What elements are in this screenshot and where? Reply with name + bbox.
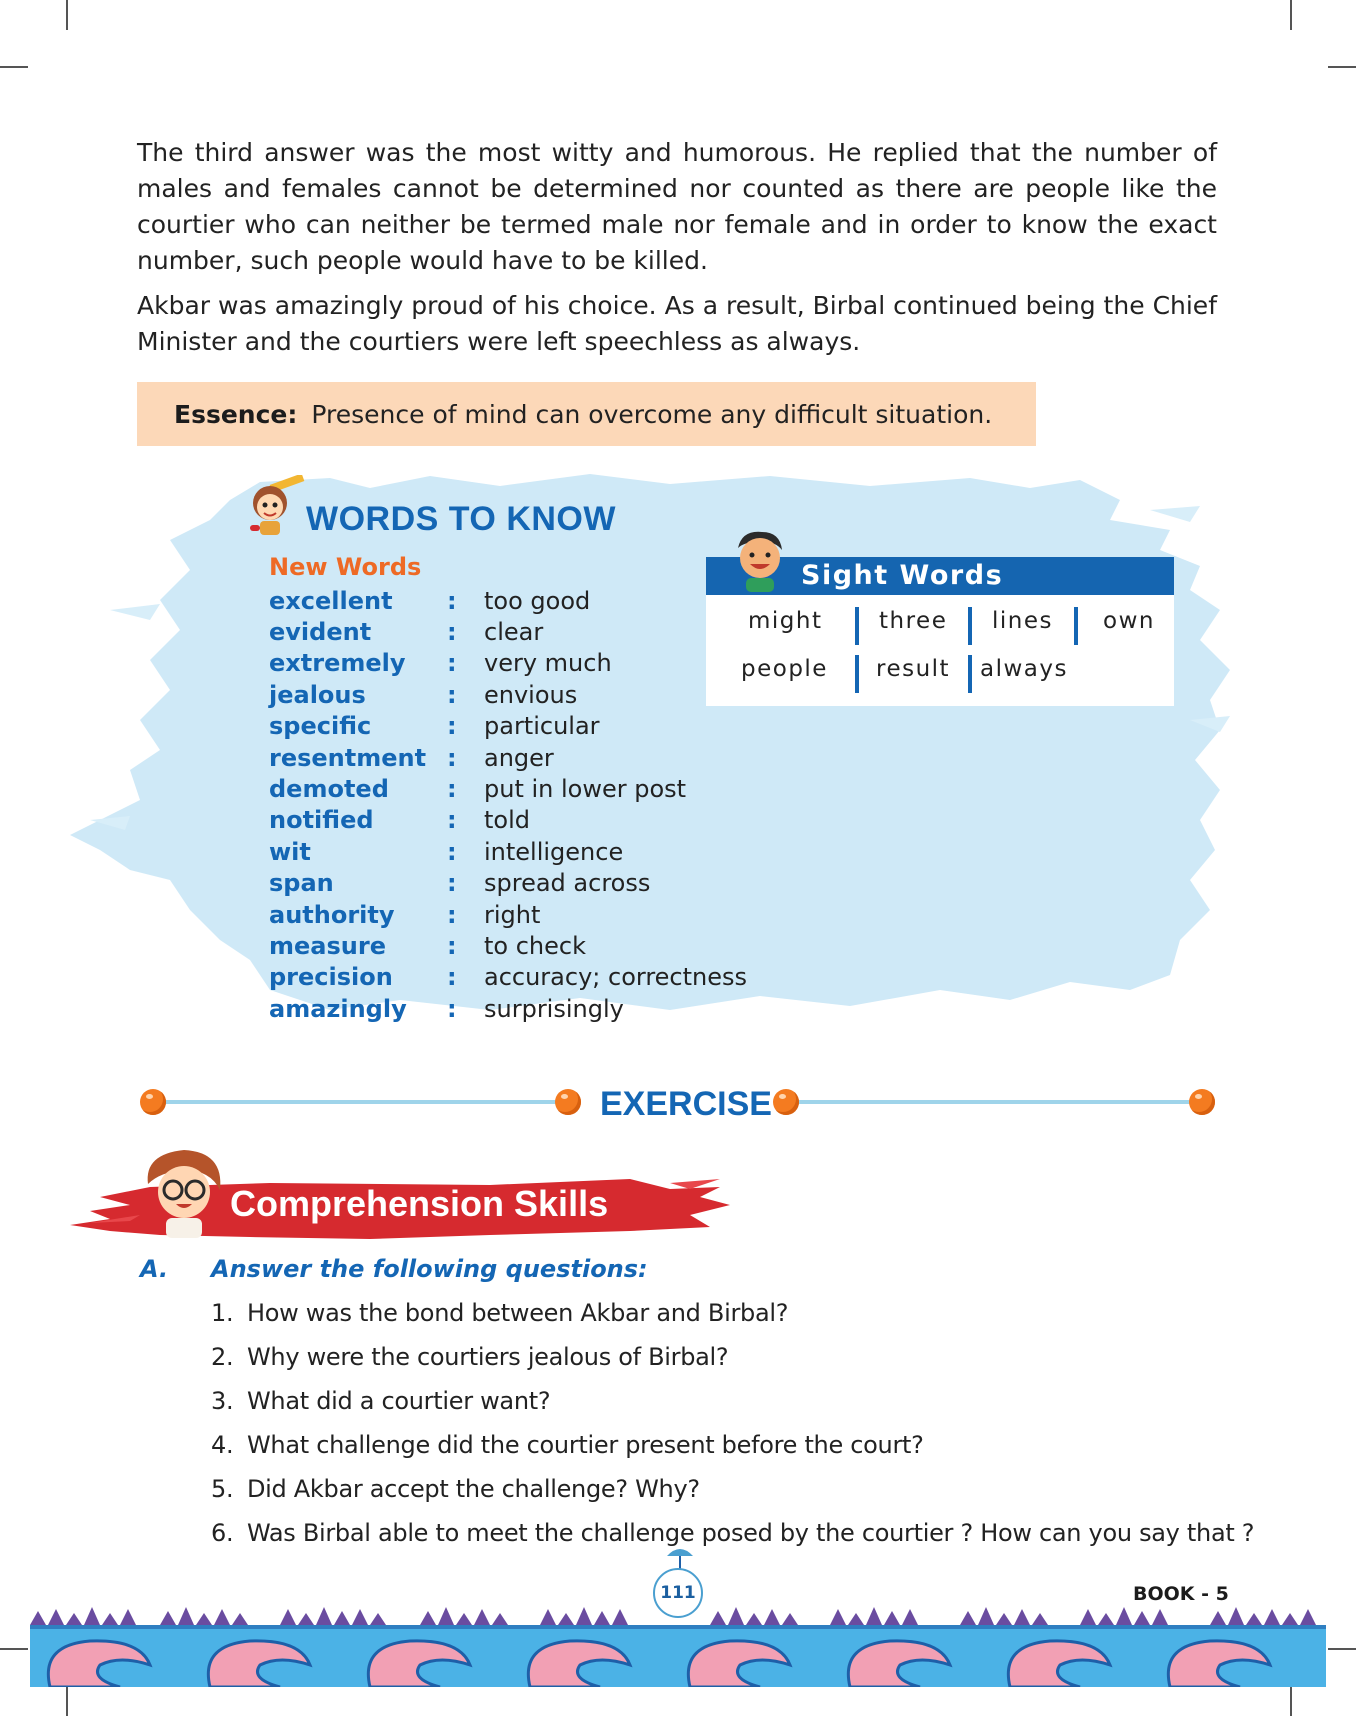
question-text: Did Akbar accept the challenge? Why? — [247, 1475, 700, 1503]
orange-dot-icon — [1189, 1089, 1215, 1115]
vocab-word: specific — [269, 712, 372, 741]
vocab-row — [269, 773, 747, 804]
sight-word-divider — [968, 607, 972, 645]
vocab-meaning: clear — [484, 618, 544, 647]
exercise-line-right — [791, 1100, 1193, 1104]
vocab-colon: : — [447, 869, 457, 898]
crop-mark — [66, 0, 68, 30]
essence-box — [137, 382, 1036, 446]
vocab-colon: : — [447, 963, 457, 992]
question-text: What challenge did the courtier present before the court? — [247, 1431, 924, 1459]
vocab-word: evident — [269, 618, 372, 647]
exercise-title: EXERCISE — [600, 1085, 772, 1123]
vocab-word: demoted — [269, 775, 389, 804]
vocab-colon: : — [447, 618, 457, 647]
vocab-colon: : — [447, 837, 457, 866]
crop-mark — [0, 1648, 28, 1650]
book-label: BOOK - 5 — [1133, 1583, 1229, 1605]
crop-mark — [1290, 1686, 1292, 1716]
sight-word: lines — [992, 608, 1053, 634]
crop-mark — [0, 66, 28, 68]
vocab-row — [269, 868, 747, 899]
question-item — [211, 1335, 1254, 1379]
vocab-word: wit — [269, 837, 311, 866]
essence-label: Essence: — [174, 399, 298, 429]
vocab-word: authority — [269, 900, 395, 929]
crop-mark — [1290, 0, 1292, 30]
section-title: Answer the following questions: — [211, 1255, 648, 1283]
vocab-row — [269, 836, 747, 867]
vocab-meaning: surprisingly — [484, 994, 624, 1023]
exercise-line-left — [163, 1100, 563, 1104]
vocab-row — [269, 805, 747, 836]
umbrella-icon — [665, 1542, 695, 1570]
sight-word: might — [748, 608, 823, 634]
vocab-word: excellent — [269, 586, 393, 615]
kid-with-pencil-icon — [240, 475, 310, 541]
sight-word-divider — [855, 655, 859, 693]
orange-dot-icon — [773, 1089, 799, 1115]
vocab-colon: : — [447, 806, 457, 835]
sight-word-divider — [968, 655, 972, 693]
vocab-word: amazingly — [269, 994, 407, 1023]
vocabulary-list — [269, 585, 747, 1024]
crop-mark — [66, 1686, 68, 1716]
vocab-colon: : — [447, 712, 457, 741]
vocab-row — [269, 585, 747, 616]
vocab-word: precision — [269, 963, 393, 992]
vocab-meaning: spread across — [484, 869, 651, 898]
vocab-meaning: anger — [484, 743, 554, 772]
question-text: How was the bond between Akbar and Birbal? — [247, 1299, 789, 1327]
orange-dot-icon — [555, 1089, 581, 1115]
vocab-meaning: intelligence — [484, 837, 624, 866]
vocab-meaning: accuracy; correctness — [484, 963, 748, 992]
question-text: Why were the courtiers jealous of Birbal? — [247, 1343, 729, 1371]
vocab-row — [269, 648, 747, 679]
vocab-row — [269, 711, 747, 742]
vocab-colon: : — [447, 900, 457, 929]
vocab-meaning: right — [484, 900, 541, 929]
vocab-meaning: to check — [484, 931, 586, 960]
vocab-colon: : — [447, 680, 457, 709]
section-letter: A. — [140, 1255, 169, 1283]
question-number: 4. — [211, 1431, 234, 1459]
vocab-word: measure — [269, 931, 386, 960]
sight-word: result — [876, 656, 951, 682]
vocab-colon: : — [447, 649, 457, 678]
new-words-label: New Words — [269, 553, 422, 581]
sight-word: people — [741, 656, 828, 682]
vocab-word: jealous — [269, 680, 366, 709]
question-number: 2. — [211, 1343, 234, 1371]
vocab-colon: : — [447, 994, 457, 1023]
question-item — [211, 1423, 1254, 1467]
vocab-word: span — [269, 869, 334, 898]
vocab-row — [269, 616, 747, 647]
question-item — [211, 1291, 1254, 1335]
vocab-meaning: very much — [484, 649, 612, 678]
question-number: 5. — [211, 1475, 234, 1503]
vocab-word: extremely — [269, 649, 406, 678]
vocab-colon: : — [447, 586, 457, 615]
question-list — [211, 1291, 1254, 1555]
vocab-row — [269, 930, 747, 961]
comprehension-title: Comprehension Skills — [230, 1183, 609, 1224]
sight-word: always — [980, 656, 1068, 682]
vocab-row — [269, 679, 747, 710]
vocab-row — [269, 962, 747, 993]
question-number: 3. — [211, 1387, 234, 1415]
vocab-meaning: particular — [484, 712, 600, 741]
vocab-meaning: envious — [484, 680, 578, 709]
vocab-colon: : — [447, 931, 457, 960]
vocab-meaning: told — [484, 806, 530, 835]
page-number: 111 — [653, 1568, 703, 1618]
story-paragraph-2: Akbar was amazingly proud of his choice. As a result, Birbal continued being the Chief Minister and the courtiers were left speechless as always. — [137, 291, 1217, 356]
sight-word-divider — [1074, 607, 1078, 645]
sight-word-divider — [855, 607, 859, 645]
sight-word: three — [879, 608, 948, 634]
vocab-word: resentment — [269, 743, 427, 772]
vocab-meaning: put in lower post — [484, 775, 687, 804]
question-text: What did a courtier want? — [247, 1387, 551, 1415]
vocab-row — [269, 899, 747, 930]
question-item — [211, 1379, 1254, 1423]
vocab-colon: : — [447, 775, 457, 804]
question-text: Was Birbal able to meet the challenge posed by the courtier ? How can you say that ? — [247, 1519, 1255, 1547]
girl-with-glasses-icon — [140, 1140, 230, 1250]
orange-dot-icon — [140, 1089, 166, 1115]
boy-mascot-icon — [728, 526, 790, 594]
vocab-row — [269, 742, 747, 773]
crop-mark — [1328, 1648, 1356, 1650]
question-number: 6. — [211, 1519, 234, 1547]
question-number: 1. — [211, 1299, 234, 1327]
vocab-meaning: too good — [484, 586, 591, 615]
words-to-know-title: WORDS TO KNOW — [306, 500, 616, 538]
vocab-word: notified — [269, 806, 374, 835]
question-item — [211, 1467, 1254, 1511]
vocab-colon: : — [447, 743, 457, 772]
sight-word: own — [1103, 608, 1155, 634]
question-item — [211, 1511, 1254, 1555]
vocab-row — [269, 993, 747, 1024]
story-paragraph-1: The third answer was the most witty and humorous. He replied that the number of males and females cannot be determined nor counted as there are people like the courtier who can neither be termed male nor female and in order to know the exact number, such people would have to be killed. — [137, 138, 1217, 275]
crop-mark — [1328, 66, 1356, 68]
essence-text: Presence of mind can overcome any difficult situation. — [311, 399, 993, 429]
sight-words-title: Sight Words — [801, 560, 1004, 591]
